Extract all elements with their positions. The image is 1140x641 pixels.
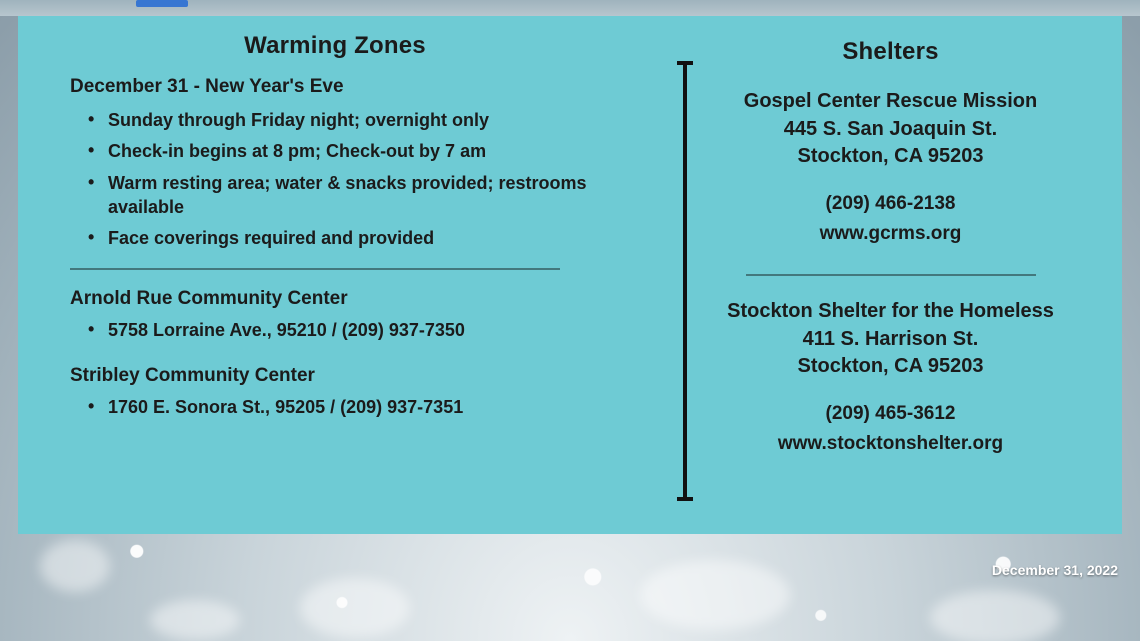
snow-blob	[40, 540, 110, 592]
venue-details	[88, 395, 590, 419]
shelter-name: Gospel Center Rescue Mission	[743, 90, 1038, 112]
venue-arnold-rue	[70, 288, 590, 342]
warming-zones-column	[70, 32, 590, 441]
list-item: • Face coverings required and provided	[88, 226, 590, 250]
snow-blob	[640, 560, 790, 630]
shelter-address-line2: Stockton, CA 95203	[797, 145, 984, 168]
list-item: • 1760 E. Sonora St., 95205 / (209) 937-7351	[88, 395, 590, 419]
venue-details	[88, 318, 590, 342]
date-stamp: December 31, 2022	[991, 562, 1118, 578]
shelter-name: Stockton Shelter for the Homeless	[727, 299, 1054, 322]
shelter-address-line1: 445 S. San Joaquin St.	[783, 117, 998, 140]
shelter-address-line1: 411 S. Harrison St.	[802, 327, 979, 350]
left-divider	[70, 268, 560, 270]
shelter-website[interactable]: www.gcrms.org	[819, 223, 962, 245]
venue-name: Arnold Rue Community Center	[70, 288, 348, 310]
snow-blob	[930, 590, 1060, 641]
shelter-website[interactable]: www.stocktonshelter.org	[777, 433, 1004, 455]
right-divider	[746, 274, 1036, 276]
shelter-gospel-center	[678, 88, 1103, 248]
shelter-address-line2: Stockton, CA 95203	[797, 355, 984, 378]
warming-zones-bullet-list	[88, 108, 590, 250]
list-item: • Warm resting area; water & snacks provided; restrooms available	[88, 171, 590, 220]
list-item: • Sunday through Friday night; overnight only	[88, 108, 590, 132]
info-card	[18, 16, 1122, 534]
shelters-title: Shelters	[842, 38, 939, 65]
shelters-column	[678, 38, 1103, 458]
warming-zones-title: Warming Zones	[244, 32, 426, 59]
snow-blob	[300, 578, 410, 638]
warming-zones-subhead: December 31 - New Year's Eve	[70, 76, 344, 97]
snow-blob	[150, 600, 240, 640]
list-item: • 5758 Lorraine Ave., 95210 / (209) 937-7350	[88, 318, 590, 342]
shelter-stockton-homeless	[678, 298, 1103, 458]
shelter-phone: (209) 465-3612	[825, 402, 956, 424]
list-item: • Check-in begins at 8 pm; Check-out by 7 am	[88, 139, 590, 163]
top-progress-chip	[136, 0, 188, 7]
shelter-phone: (209) 466-2138	[825, 192, 956, 214]
venue-name: Stribley Community Center	[70, 364, 315, 386]
venue-stribley	[70, 365, 590, 419]
